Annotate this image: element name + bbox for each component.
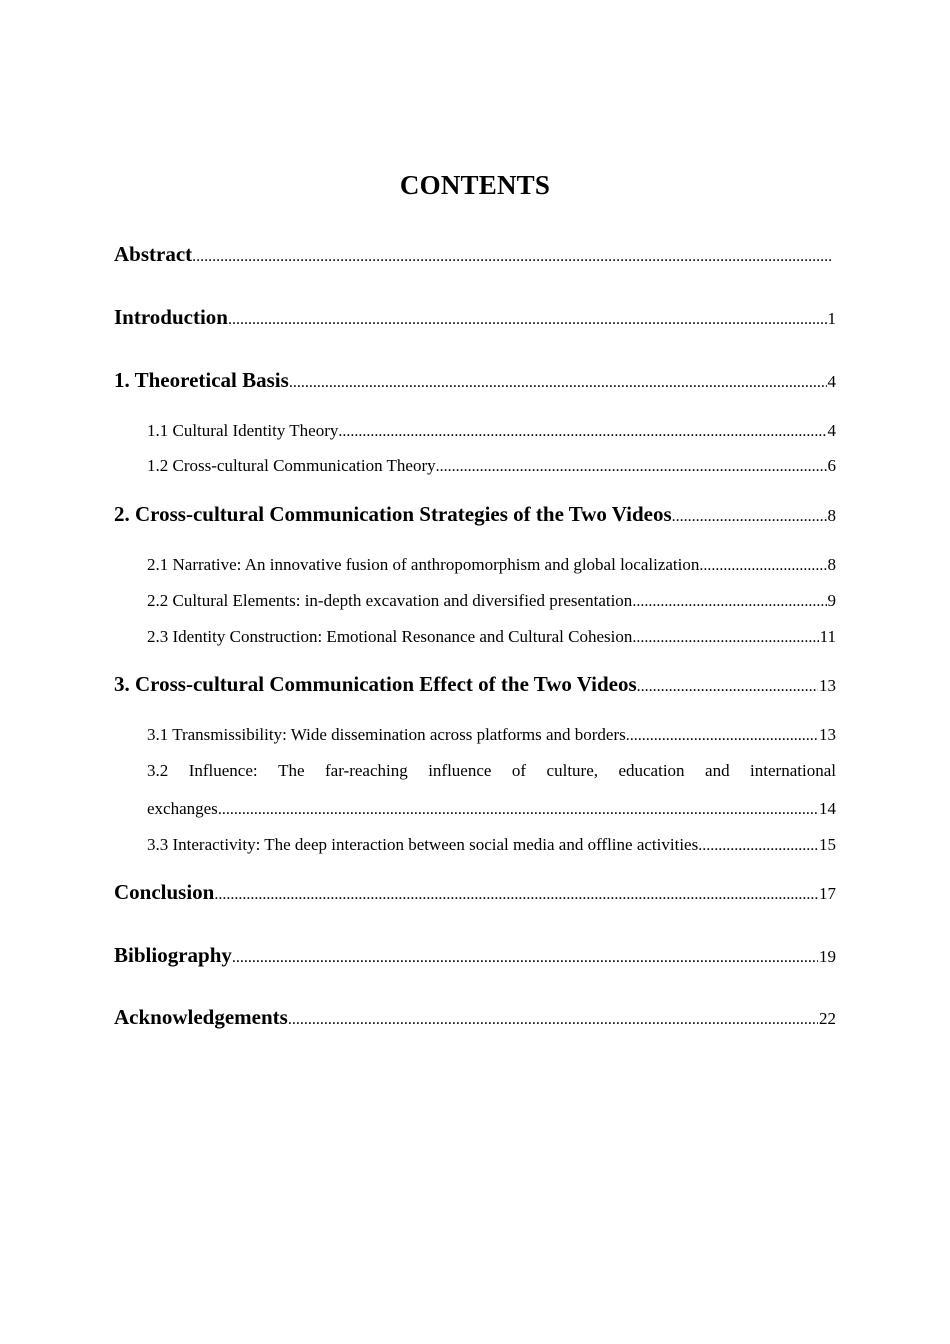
toc-word: 3.2	[147, 761, 169, 780]
toc-entry-section-3-2[interactable]	[147, 761, 836, 781]
dot-leader	[436, 458, 827, 476]
toc-page-number: 4	[827, 372, 836, 391]
toc-label: Introduction	[114, 305, 228, 329]
toc-page-number: 13	[819, 725, 836, 744]
dot-leader	[289, 374, 827, 392]
toc-entry-section-2[interactable]	[114, 502, 836, 527]
toc-entry-section-3-2-continued[interactable]	[147, 799, 836, 819]
toc-word: international	[750, 761, 836, 780]
toc-entry-section-2-1[interactable]	[147, 555, 836, 575]
toc-label: 1.2 Cross-cultural Communication Theory	[147, 456, 436, 475]
dot-leader	[218, 801, 818, 819]
toc-entry-section-1-1[interactable]	[147, 421, 836, 441]
toc-entry-section-1[interactable]	[114, 368, 836, 393]
dot-leader	[214, 886, 818, 904]
toc-entry-acknowledgements[interactable]	[114, 1005, 836, 1030]
toc-label: 1. Theoretical Basis	[114, 368, 289, 392]
dot-leader	[338, 423, 826, 441]
dot-leader	[632, 629, 818, 647]
toc-label: 2.2 Cultural Elements: in-depth excavation and diversified presentation	[147, 591, 633, 610]
toc-label-line-1	[147, 761, 836, 781]
dot-leader	[232, 949, 818, 967]
dot-leader	[699, 557, 826, 575]
toc-word: and	[705, 761, 730, 780]
toc-label: Acknowledgements	[114, 1005, 288, 1029]
toc-entry-bibliography[interactable]	[114, 943, 836, 968]
toc-page-number: 8	[827, 555, 836, 574]
toc-page-number: 14	[819, 799, 836, 818]
toc-word: education	[618, 761, 685, 780]
toc-entry-introduction[interactable]	[114, 305, 836, 330]
toc-label: 2. Cross-cultural Communication Strategies of the Two Videos	[114, 502, 672, 526]
toc-label: Abstract	[114, 242, 193, 266]
toc-page-number: 19	[819, 947, 836, 966]
dot-leader	[632, 593, 826, 611]
toc-entry-section-2-2[interactable]	[147, 591, 836, 611]
toc-label-line-2: exchanges	[147, 799, 218, 818]
toc-label: 2.1 Narrative: An innovative fusion of anthropomorphism and global localization	[147, 555, 700, 574]
dot-leader	[626, 727, 818, 745]
toc-page-number: 4	[827, 421, 836, 440]
toc-page-number: 22	[819, 1009, 836, 1028]
toc-page-number: 17	[819, 884, 836, 903]
toc-entry-conclusion[interactable]	[114, 880, 836, 905]
toc-word: influence	[428, 761, 492, 780]
toc-label: 3.3 Interactivity: The deep interaction between social media and offline activities	[147, 835, 699, 854]
toc-entry-section-3-1[interactable]	[147, 725, 836, 745]
toc-page-number: 9	[827, 591, 836, 610]
dot-leader	[698, 837, 818, 855]
toc-word: The	[278, 761, 305, 780]
toc-label: 3. Cross-cultural Communication Effect of the Two Videos	[114, 672, 637, 696]
toc-entry-abstract[interactable]	[114, 242, 834, 267]
dot-leader	[672, 508, 827, 526]
toc-page-number: 1	[827, 309, 836, 328]
dot-leader	[228, 311, 827, 329]
toc-page-number: 8	[827, 506, 836, 525]
toc-entry-section-3-3[interactable]	[147, 835, 836, 855]
toc-label: Conclusion	[114, 880, 215, 904]
toc-word: culture,	[546, 761, 598, 780]
page-title: CONTENTS	[399, 170, 551, 200]
toc-word: far-reaching	[325, 761, 408, 780]
dot-leader	[637, 678, 818, 696]
toc-word: Influence:	[188, 761, 258, 780]
toc-entry-section-2-3[interactable]	[147, 627, 836, 647]
toc-label: Bibliography	[114, 943, 232, 967]
toc-page-number: 13	[819, 676, 836, 695]
toc-page-number: 6	[827, 456, 836, 475]
dot-leader	[288, 1011, 818, 1029]
toc-label: 3.1 Transmissibility: Wide dissemination across platforms and borders	[147, 725, 626, 744]
toc-page-number: 11	[819, 627, 836, 646]
toc-page-number: 15	[819, 835, 836, 854]
toc-label: 2.3 Identity Construction: Emotional Resonance and Cultural Cohesion	[147, 627, 633, 646]
dot-leader	[192, 248, 833, 266]
toc-label: 1.1 Cultural Identity Theory	[147, 421, 339, 440]
toc-entry-section-1-2[interactable]	[147, 456, 836, 476]
toc-word: of	[511, 761, 527, 780]
toc-entry-section-3[interactable]	[114, 672, 836, 697]
